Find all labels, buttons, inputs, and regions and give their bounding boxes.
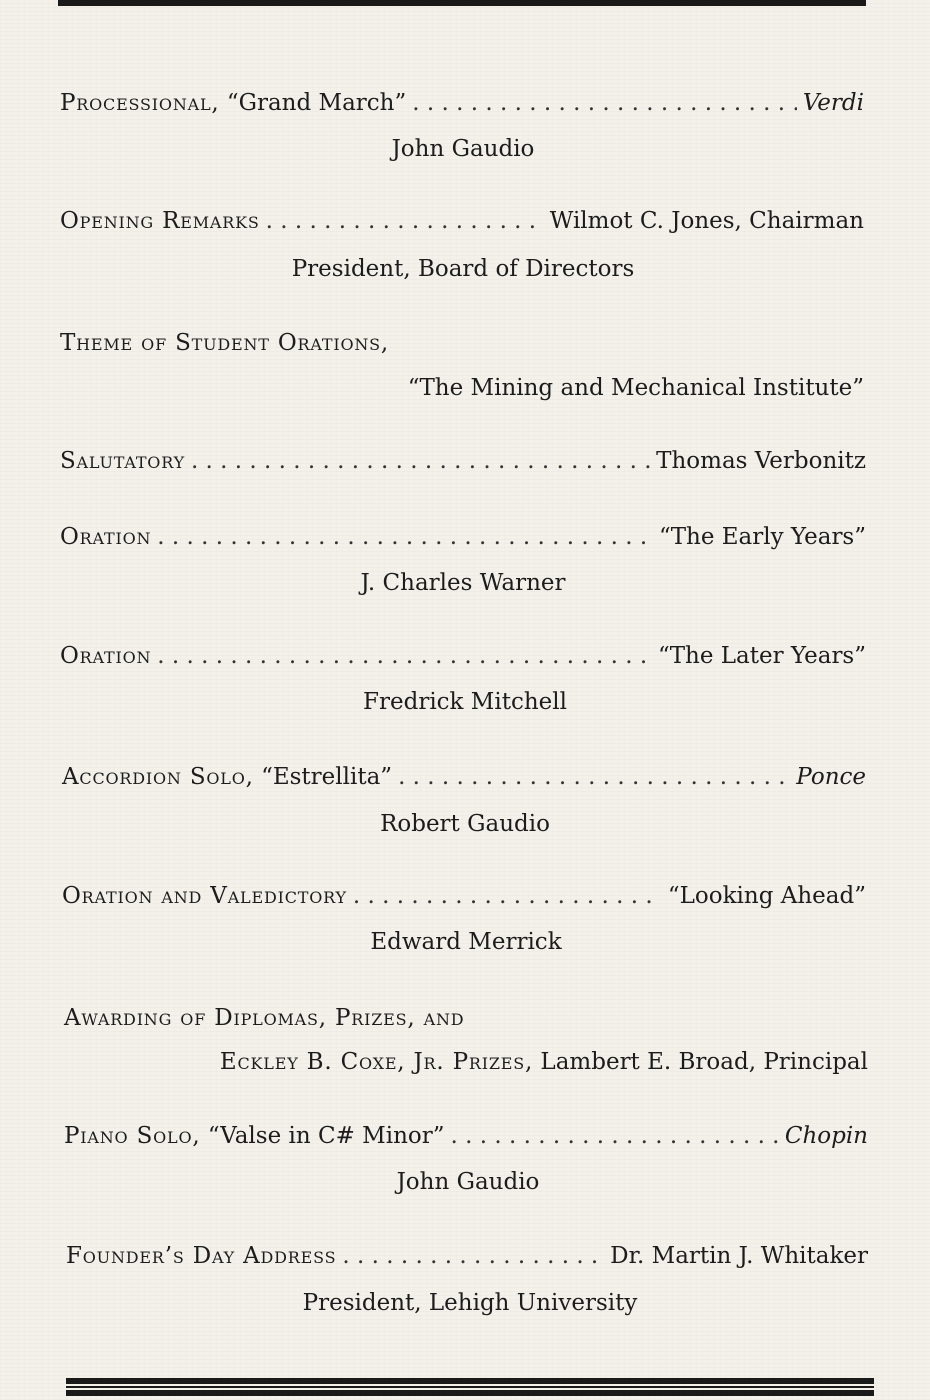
oration-title: “Looking Ahead” xyxy=(667,883,866,909)
dot-leader xyxy=(353,881,662,911)
item-processional xyxy=(60,88,864,118)
item-performer: John Gaudio xyxy=(396,1169,540,1195)
dot-leader xyxy=(342,1241,604,1271)
dot-leader xyxy=(398,762,790,792)
dot-leader xyxy=(157,522,653,552)
item-speaker: Wilmot C. Jones, Chairman xyxy=(549,208,864,234)
item-founders-day-address xyxy=(66,1241,868,1271)
item-presenter: Lambert E. Broad, Principal xyxy=(533,1049,868,1075)
item-title: Processional, xyxy=(60,90,220,116)
item-theme xyxy=(60,328,864,358)
dot-leader xyxy=(412,88,797,118)
bottom-rule xyxy=(66,1378,874,1396)
item-title: Theme of Student Orations, xyxy=(60,330,390,356)
item-speaker: Edward Merrick xyxy=(370,929,562,955)
item-accordion-solo xyxy=(62,762,866,792)
item-title: Oration xyxy=(60,524,152,550)
item-awarding xyxy=(64,1003,868,1033)
item-speaker: J. Charles Warner xyxy=(360,570,566,596)
item-title-piece: “Valse in C# Minor” xyxy=(200,1123,445,1149)
item-oration-1 xyxy=(60,522,866,552)
item-title: Founder’s Day Address xyxy=(66,1243,337,1269)
item-speaker-role: President, Board of Directors xyxy=(291,256,635,282)
item-title: Oration xyxy=(60,643,152,669)
item-title: Awarding of Diplomas, Prizes, and xyxy=(64,1005,465,1031)
item-speaker: Thomas Verbonitz xyxy=(656,448,866,474)
item-performer: Robert Gaudio xyxy=(380,811,550,837)
item-salutatory xyxy=(60,446,866,476)
item-title: Accordion Solo, xyxy=(62,764,254,790)
item-speaker-role: President, Lehigh University xyxy=(302,1290,638,1316)
item-oration-2 xyxy=(60,641,866,671)
item-speaker: Fredrick Mitchell xyxy=(363,689,567,715)
top-rule xyxy=(58,0,866,6)
item-piano-solo xyxy=(64,1121,868,1151)
dot-leader xyxy=(157,641,652,671)
item-composer: Ponce xyxy=(796,764,866,790)
item-title: Salutatory xyxy=(60,448,185,474)
item-valedictory xyxy=(62,881,866,911)
item-composer: Verdi xyxy=(802,90,864,116)
item-opening-remarks xyxy=(60,206,864,236)
item-title: Piano Solo, xyxy=(64,1123,201,1149)
dot-leader xyxy=(266,206,544,236)
item-title-piece: “Estrellita” xyxy=(253,764,393,790)
item-title: Opening Remarks xyxy=(60,208,260,234)
item-performer: John Gaudio xyxy=(391,136,535,162)
item-composer: Chopin xyxy=(784,1123,868,1149)
dot-leader xyxy=(451,1121,779,1151)
item-title-piece: “Grand March” xyxy=(219,90,407,116)
prize-title: Eckley B. Coxe, Jr. Prizes, xyxy=(219,1049,534,1075)
item-speaker: Dr. Martin J. Whitaker xyxy=(610,1243,868,1269)
oration-title: “The Early Years” xyxy=(658,524,866,550)
item-title: Oration and Valedictory xyxy=(62,883,347,909)
theme-title: “The Mining and Mechanical Institute” xyxy=(407,375,864,401)
item-awarding-line2 xyxy=(110,1047,868,1077)
oration-title: “The Later Years” xyxy=(657,643,866,669)
dot-leader xyxy=(191,446,650,476)
